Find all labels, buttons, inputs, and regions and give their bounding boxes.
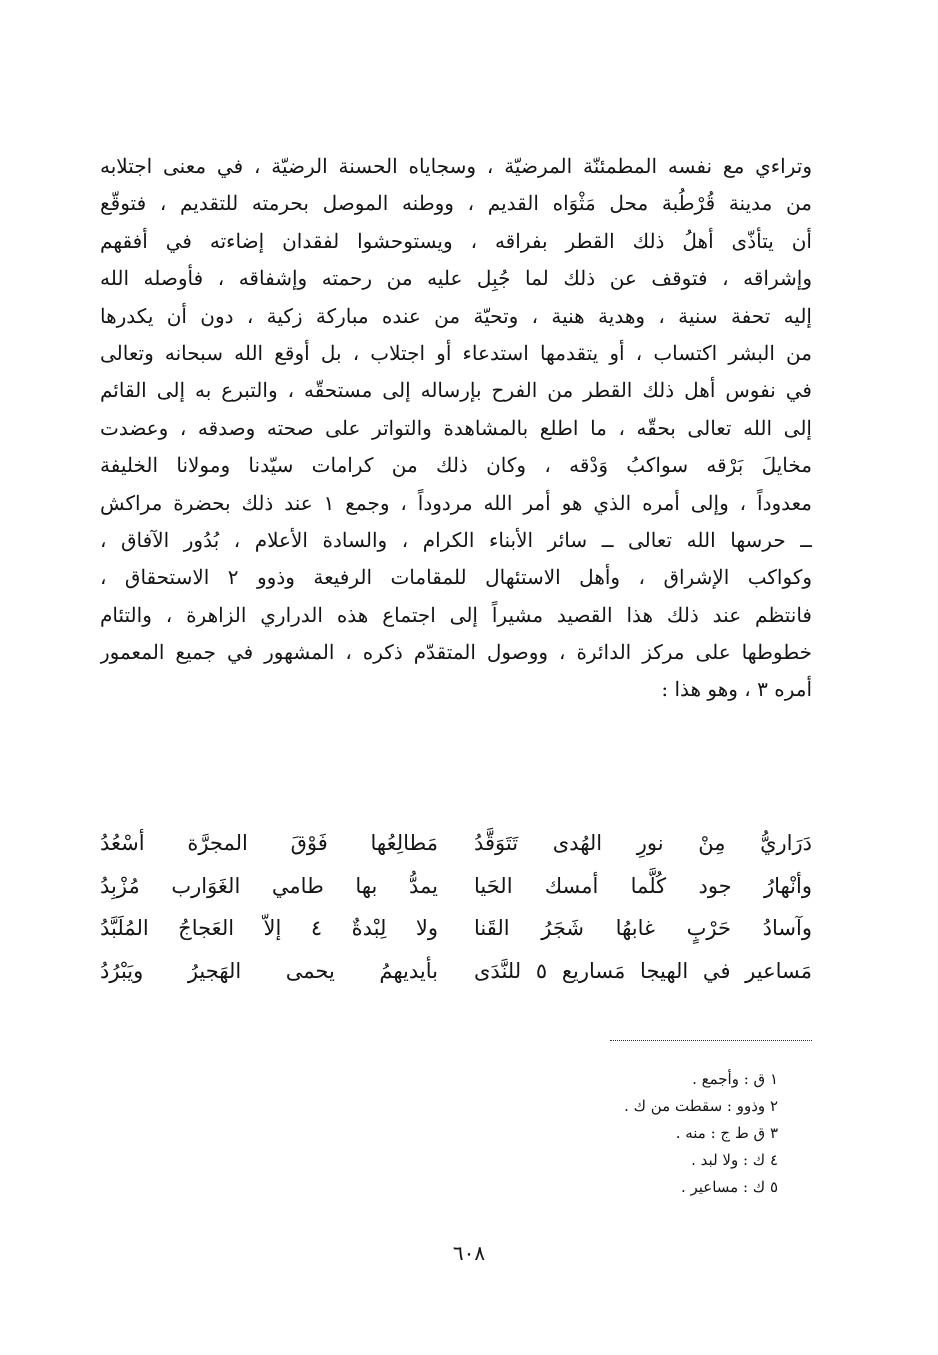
prose-line: خطوطها على مركز الدائرة ، ووصول المتقدّم ذكره ، المشهور في جميع المعمور — [100, 640, 812, 665]
poem-verse — [100, 822, 812, 865]
poem-verse — [100, 907, 812, 950]
prose-line: ــ حرسها الله تعالى ــ سائر الأبناء الكرام ، والسادة الأعلام ، بُدُور الآفاق ، — [100, 527, 812, 552]
poem-verse — [100, 865, 812, 908]
prose-line: وكواكب الإشراق ، وأهل الاستئهال للمقامات الرفيعة وذوو ٢ الاستحقاق ، — [100, 565, 812, 590]
prose-line: في نفوس أهل ذلك القطر من الفرح بإرساله إلى مستحقّه ، والتبرع به إلى القائم — [100, 378, 812, 403]
prose-line: إلى الله تعالى بحقّه ، ما اطلع بالمشاهدة والتواتر على صحته وصدقه ، وعضدت — [100, 415, 812, 440]
footnote: ١ ق : وأجمع . — [692, 1070, 778, 1088]
prose-line: إليه تحفة سنية ، وهدية هنية ، وتحيّة من عنده مباركة زكية ، دون أن يكدرها — [100, 303, 812, 328]
prose-line: وتراءي مع نفسه المطمئنّة المرضيّة ، وسجاياه الحسنة الرضيّة ، في معنى اجتلابه — [100, 154, 812, 178]
footnote: ٤ ك : ولا لبد . — [691, 1151, 778, 1169]
prose-line: من البشر اكتساب ، أو يتقدمها استدعاء أو اجتلاب ، بل أوقع الله سبحانه وتعالى — [100, 340, 812, 365]
page-number: ٦٠٨ — [452, 1241, 486, 1265]
prose-paragraph — [100, 148, 812, 709]
prose-line: من مدينة قُرْطُبة محل مَثْوَاه القديم ، ووطنه الموصل بحرمته للتقديم ، فتوقّع — [100, 191, 812, 216]
verse-first-hemistich: دَرَاريُّ مِنْ نورِ الهُدى تَتَوَقَّدُ — [474, 831, 812, 855]
footnote: ٣ ق ط ج : منه . — [675, 1124, 778, 1142]
verse-first-hemistich: وأنْهارُ جود كُلَّما أمسك الحَيا — [474, 873, 812, 898]
poem — [100, 822, 812, 992]
verse-second-hemistich: يمدُّ بها طامي الغَوَارب مُزْبِدُ — [100, 873, 438, 898]
footnote: ٥ ك : مساعير . — [680, 1178, 778, 1196]
verse-first-hemistich: مَساعير في الهيجا مَساريع ٥ للنَّدَى — [474, 958, 812, 983]
prose-line: مخايلَ بَرْقه سواكبُ وَدْقه ، وكان ذلك من كرامات سيّدنا ومولانا الخليفة — [100, 453, 812, 478]
prose-line: وإشراقه ، فتوقف عن ذلك لما جُبِل عليه من رحمته وإشفاقه ، فأوصله الله — [100, 266, 812, 291]
footnotes — [538, 1066, 778, 1201]
verse-second-hemistich: ولا لِبْدةٌ ٤ إلاّ العَجاجُ المُلَبَّدُ — [100, 916, 438, 940]
verse-first-hemistich: وآسادُ حَرْبٍ غابهُا شَجَرُ القَنا — [474, 916, 812, 940]
prose-line: معدوداً ، وإلى أمره الذي هو أمر الله مردوداً ، وجمع ١ عند ذلك بحضرة مراكش — [100, 490, 812, 515]
footnote-divider — [610, 1040, 812, 1041]
footnote: ٢ وذوو : سقطت من ك . — [624, 1097, 778, 1115]
verse-second-hemistich: مَطالِعُها فَوْقَ المجرَّة أسْعُدُ — [100, 831, 438, 855]
poem-verse — [100, 950, 812, 993]
prose-line: فانتظم عند ذلك هذا القصيد مشيراً إلى اجتماع هذه الدراري الزاهرة ، والتئام — [100, 602, 812, 627]
prose-line: أن يتأذّى أهلُ ذلك القطر بفراقه ، ويستوحشوا لفقدان إضاءته في أفقهم — [100, 228, 812, 253]
verse-second-hemistich: بأيديهمُ يحمى الهَجيرُ ويَبْرُدُ — [100, 958, 438, 983]
prose-line-last: أمره ٣ ، وهو هذا : — [661, 677, 812, 702]
